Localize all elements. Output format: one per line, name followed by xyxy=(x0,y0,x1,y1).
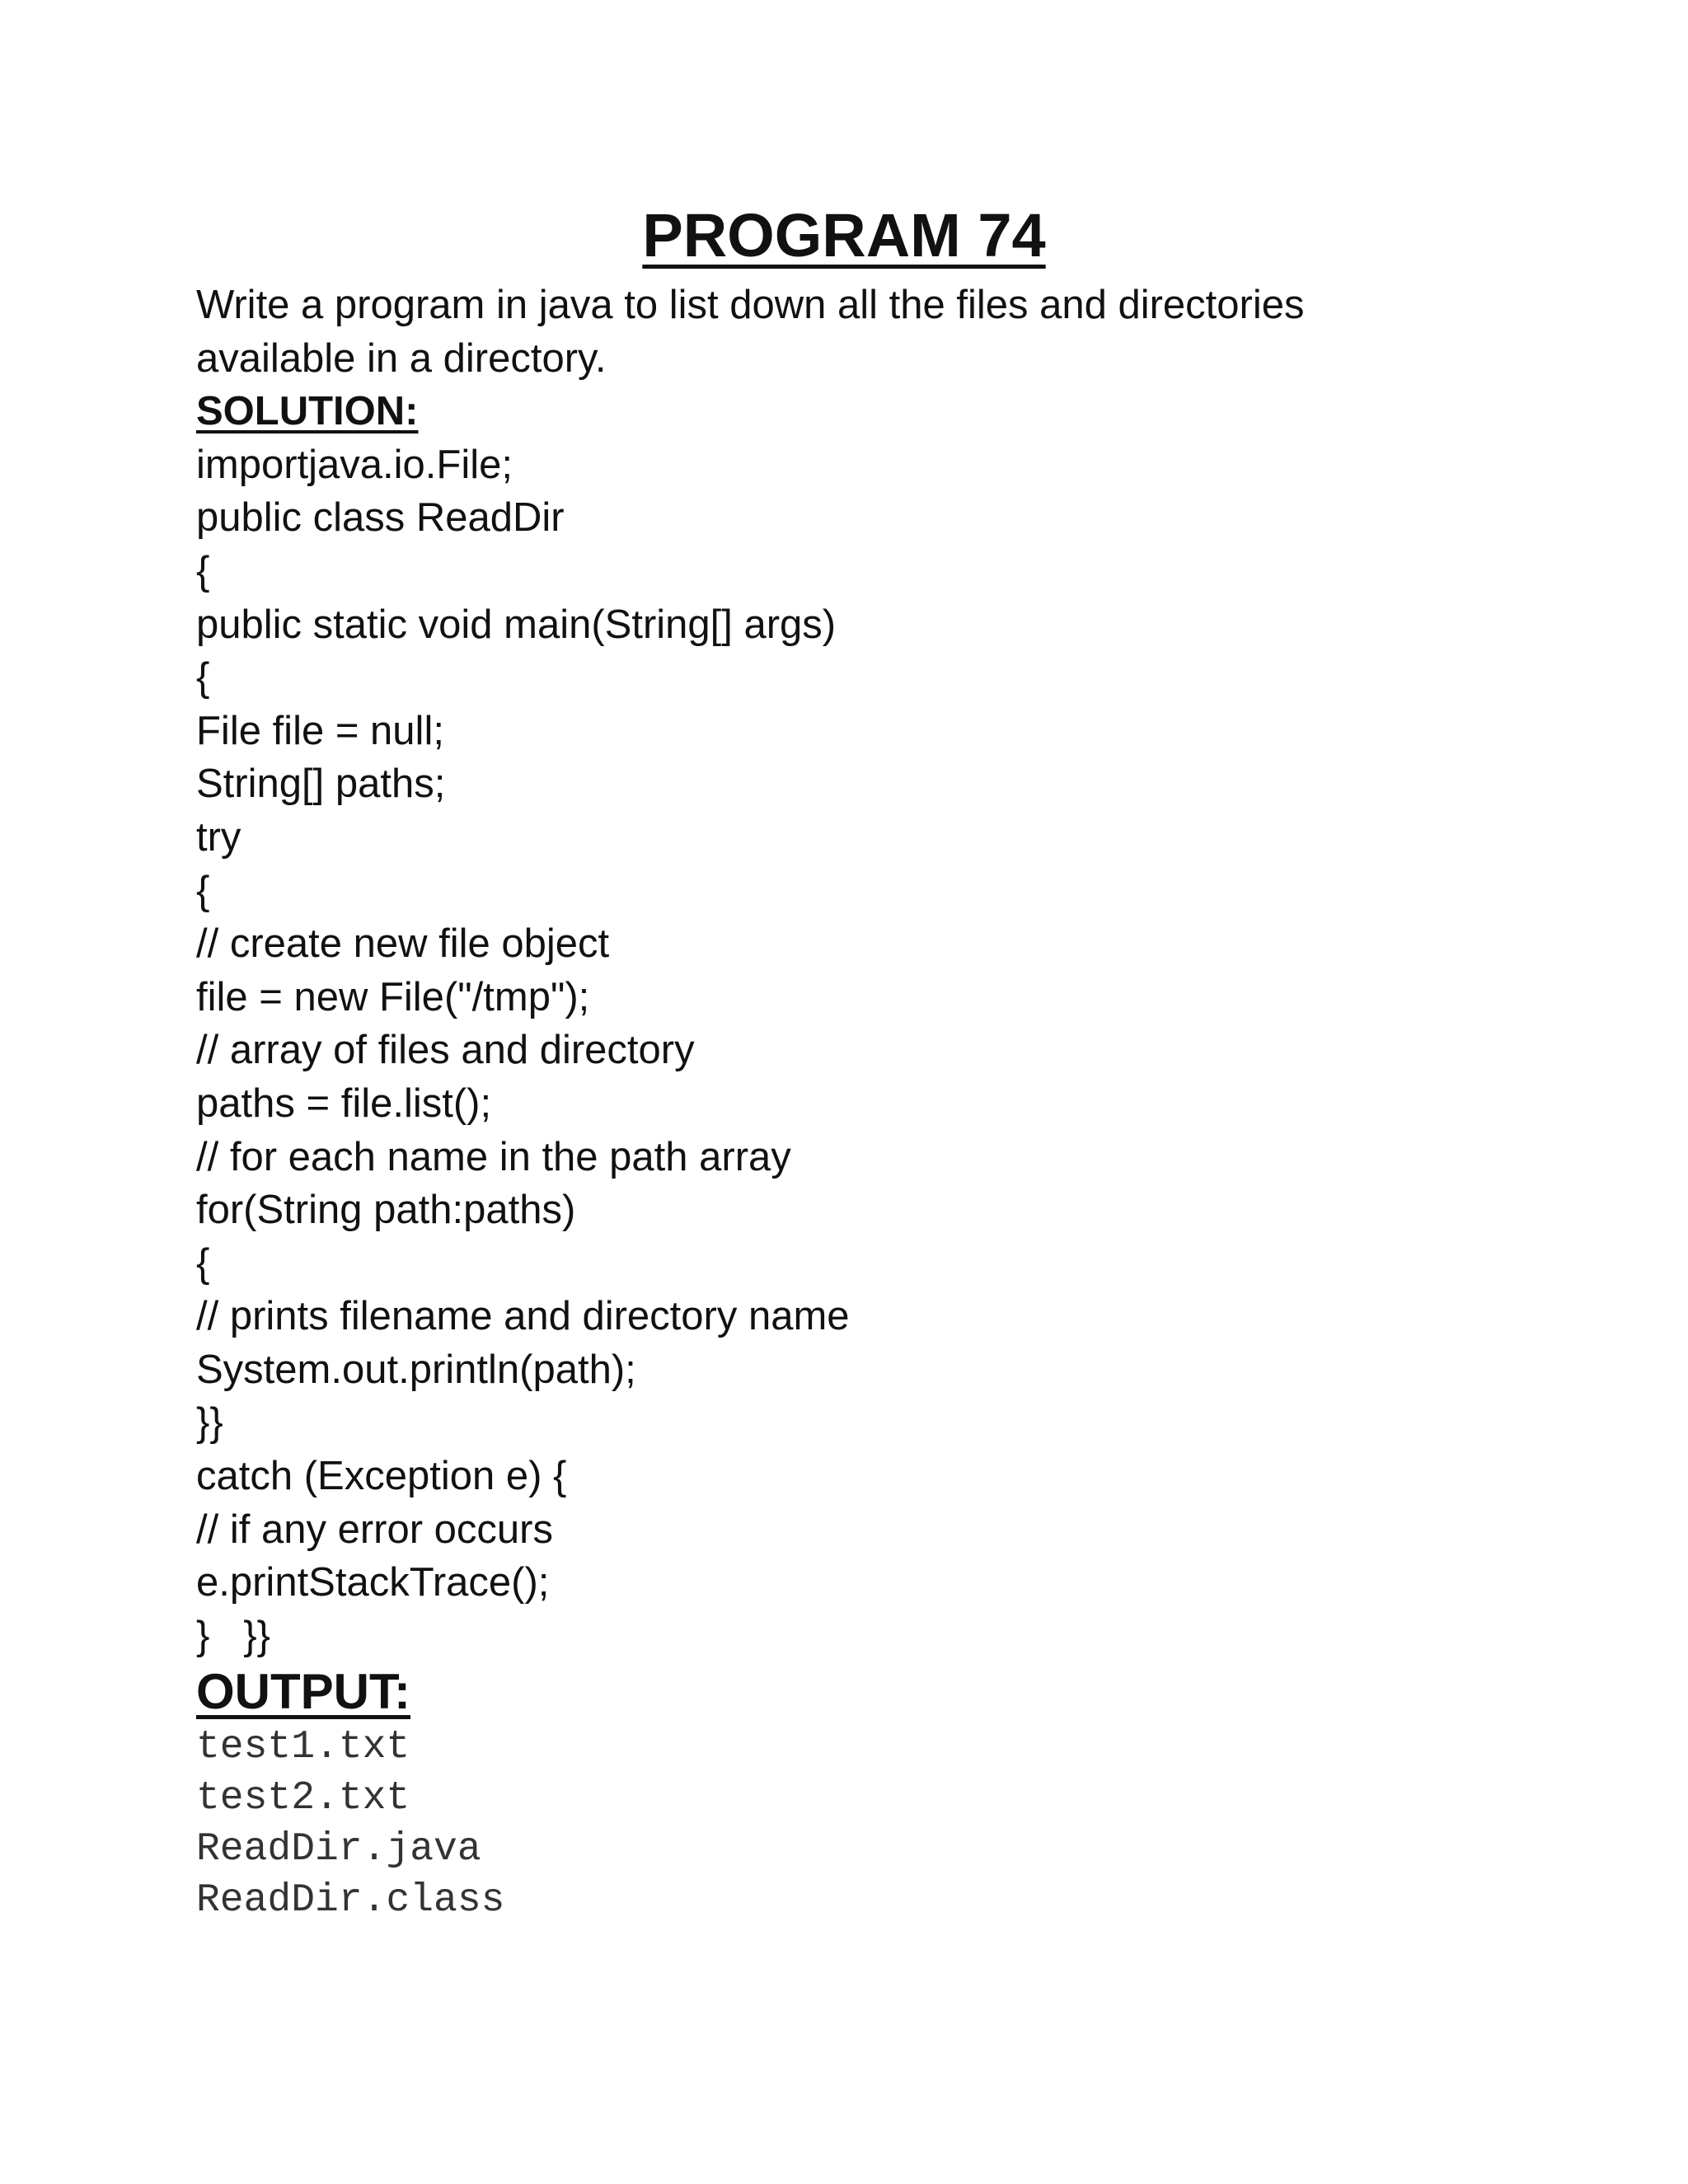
code-line: // create new file object xyxy=(196,921,610,967)
code-line: // array of files and directory xyxy=(196,1028,695,1073)
output-heading: OUTPUT: xyxy=(196,1664,410,1720)
code-line: { xyxy=(196,548,210,593)
code-line: String[] paths; xyxy=(196,762,446,807)
page-title-text: PROGRAM 74 xyxy=(642,201,1046,269)
output-line: test2.txt xyxy=(196,1776,410,1821)
solution-heading-line xyxy=(196,385,1597,438)
code-line: paths = file.list(); xyxy=(196,1080,492,1126)
document-body xyxy=(196,279,1597,1926)
code-line: for(String path:paths) xyxy=(196,1188,576,1233)
solution-heading: SOLUTION: xyxy=(196,389,419,434)
code-line: } }} xyxy=(196,1613,270,1658)
code-line: // for each name in the path array xyxy=(196,1134,791,1179)
code-line: public class ReadDir xyxy=(196,495,565,541)
output-line: ReadDir.java xyxy=(196,1827,481,1872)
code-line: public static void main(String[] args) xyxy=(196,602,837,647)
code-line: // prints filename and directory name xyxy=(196,1294,850,1339)
question-line: available in a directory. xyxy=(196,335,607,381)
code-line: e.printStackTrace(); xyxy=(196,1560,550,1605)
code-line: catch (Exception e) { xyxy=(196,1454,567,1499)
question-line: Write a program in java to list down all the files and directories xyxy=(196,283,1305,327)
code-line: { xyxy=(196,1240,210,1286)
code-line: // if any error occurs xyxy=(196,1507,553,1552)
output-block xyxy=(196,1722,1597,1926)
code-line: System.out.println(path); xyxy=(196,1347,636,1392)
code-line: { xyxy=(196,655,210,701)
code-block xyxy=(196,438,1597,1663)
page-title xyxy=(0,196,1688,275)
code-line: try xyxy=(196,814,241,860)
output-line: ReadDir.class xyxy=(196,1878,505,1924)
output-line: test1.txt xyxy=(196,1725,410,1770)
code-line: importjava.io.File; xyxy=(196,442,513,487)
code-line: { xyxy=(196,868,210,913)
code-line: File file = null; xyxy=(196,708,444,753)
code-line: file = new File("/tmp"); xyxy=(196,974,590,1019)
code-line: }} xyxy=(196,1400,223,1446)
